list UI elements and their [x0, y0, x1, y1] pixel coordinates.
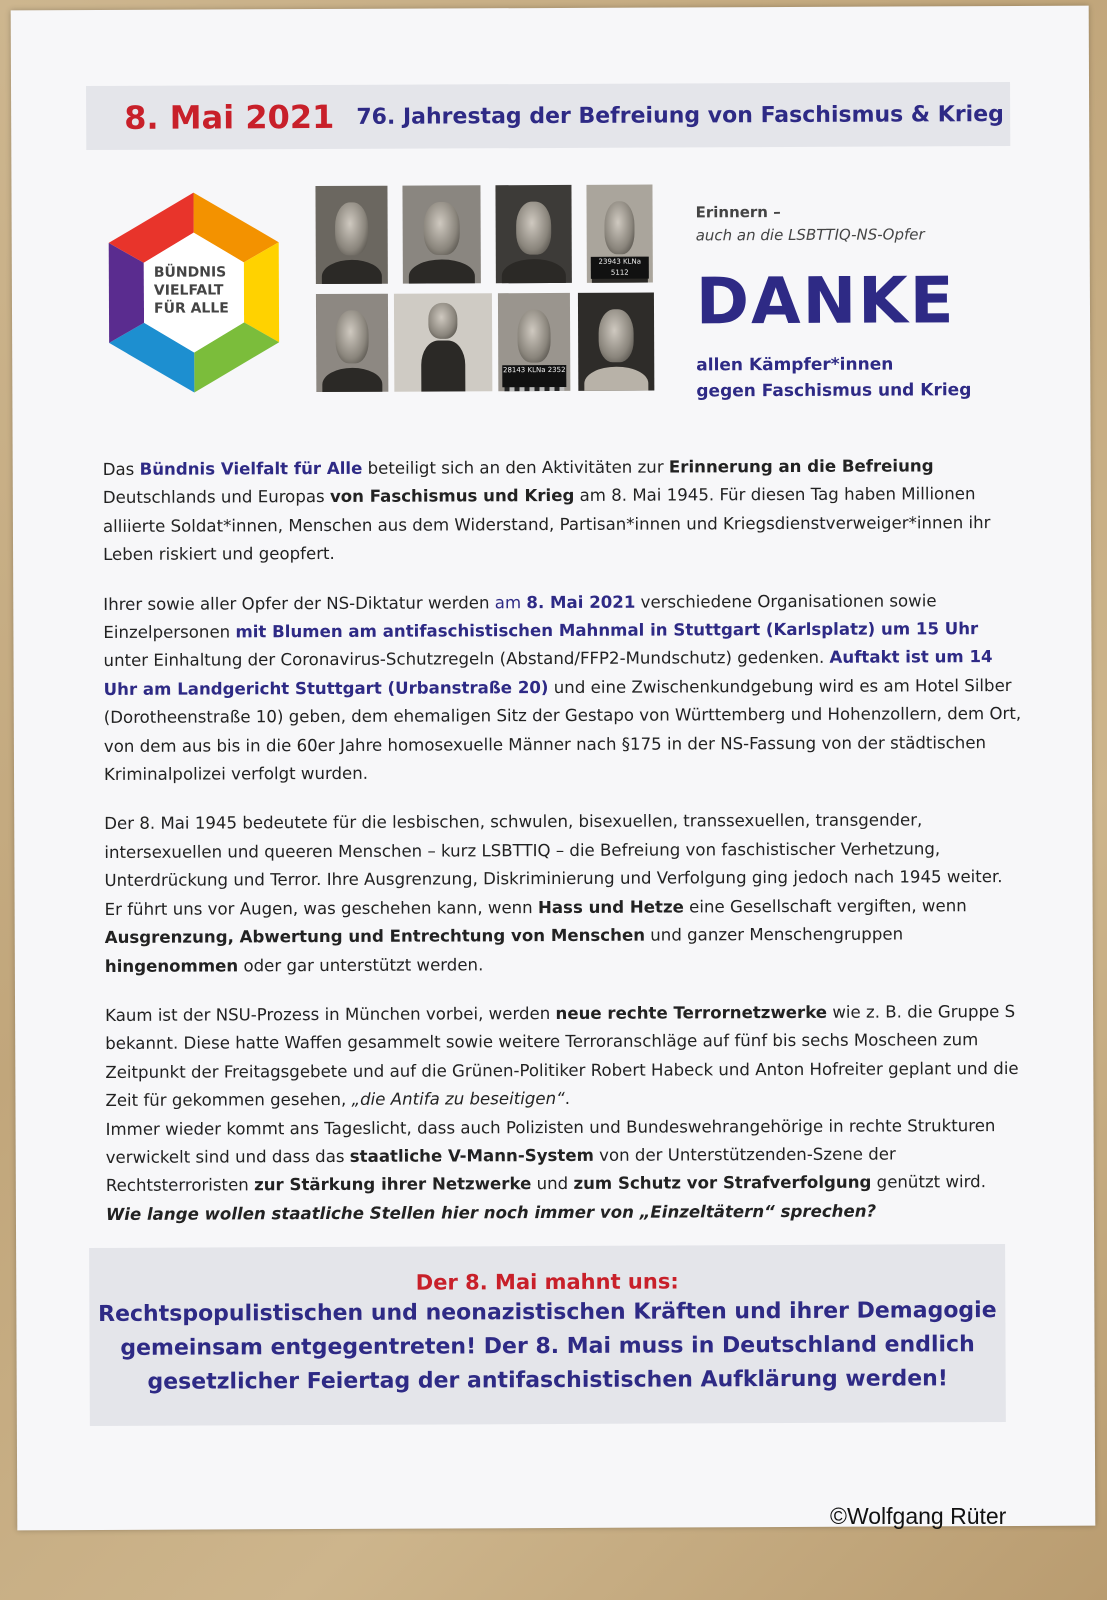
logo-text-line1: BÜNDNIS: [153, 264, 227, 281]
header-date: 8. Mai 2021: [124, 97, 335, 137]
paragraph-1: [103, 452, 1023, 570]
text-span: Deutschlands und Europas: [102, 487, 330, 508]
text-span: unter Einhaltung der Coronavirus-Schutzregeln (Abstand/FFP2-Mundschutz) gedenken.: [103, 648, 830, 671]
logo-text: [154, 263, 244, 317]
portrait-photo: [315, 186, 387, 284]
danke-subtitle-line2: gegen Faschismus und Krieg: [696, 380, 972, 402]
portrait-photo: [402, 185, 480, 283]
emphasis-span: hingenommen: [104, 955, 239, 976]
footer-text: [89, 1294, 1005, 1400]
text-span: genützt wird.: [871, 1172, 986, 1192]
text-span: eine Gesellschaft vergiften, wenn: [683, 895, 967, 917]
body-text: [103, 452, 1026, 1250]
text-span: am 8. Mai 1945. Für diesen Tag haben Millionen alliierte Soldat*innen, Menschen aus dem Widerstand, Partisan*innen und Kriegsdienstverweiger*innen ihr Leben riskiert und geopfert.: [102, 484, 991, 565]
photo-credit: ©Wolfgang Rüter: [830, 1503, 1007, 1529]
photo-caption: 28143 KLNa 2352: [502, 365, 566, 387]
portrait-photo: [316, 294, 388, 392]
text-span: und ganzer Menschengruppen: [644, 924, 904, 945]
danke-subtitle: [696, 351, 971, 404]
emphasis-span: von Faschismus und Krieg: [329, 486, 575, 507]
text-span: oder gar unterstützt werden.: [238, 954, 484, 975]
emphasis-span: Auftakt ist um 14 Uhr am Landgericht Stuttgart (Urbanstraße 20): [103, 647, 993, 699]
text-span: von der Unterstützenden-Szene der Rechtsterroristen: [105, 1144, 896, 1196]
footer-line1: Rechtspopulistischen und neonazistischen Kräften und ihrer Demagogie: [98, 1298, 997, 1327]
footer-title: Der 8. Mai mahnt uns:: [415, 1269, 679, 1295]
footer-line3: gesetzlicher Feiertag der antifaschistischen Aufklärung werden!: [147, 1366, 948, 1395]
logo-text-line2: VIELFALT: [153, 282, 224, 299]
portrait-photo: [586, 185, 652, 283]
emphasis-span: zum Schutz vor Strafverfolgung: [573, 1172, 872, 1194]
quote-span: „die Antifa zu beseitigen“: [351, 1089, 565, 1110]
emphasis-span: Ausgrenzung, Abwertung und Entrechtung von Menschen: [104, 925, 646, 948]
text-span: Der 8. Mai 1945 bedeutete für die lesbischen, schwulen, bisexuellen, transsexuellen, transgender, intersexuellen und queeren Menschen – kurz LSBTTIQ – die Befreiung von faschistischer Verhetzung, Unterdrückung und Terror. Ihre Ausgrenzung, Diskriminierung und Verfolgung ging jedoch nach 1945 weiter. Er führt uns vor Augen, was geschehen kann, wenn: [104, 810, 1003, 919]
emphasis-span: mit Blumen am antifaschistischen Mahnmal in Stuttgart (Karlsplatz) um 15 Uhr: [235, 619, 979, 642]
portrait-photo: [498, 293, 570, 391]
text-span: Ihrer sowie aller Opfer der NS-Diktatur werden: [103, 592, 495, 614]
text-span: Immer wieder kommt ans Tageslicht, dass auch Polizisten und Bundeswehrangehörige in rechte Strukturen verwickelt sind und dass das: [105, 1115, 996, 1167]
emphasis-span: Hass und Hetze: [537, 897, 684, 917]
text-span: verschiedene Organisationen sowie Einzelpersonen: [103, 590, 937, 642]
question-span: Wie lange wollen staatliche Stellen hier noch immer von „Einzeltätern“ sprechen?: [105, 1201, 877, 1224]
text-span: Kaum ist der NSU-Prozess in München vorbei, werden: [105, 1003, 556, 1025]
portrait-photo: [495, 185, 571, 283]
emphasis-span: Erinnerung an die Befreiung: [668, 456, 934, 477]
text-span: am: [494, 592, 527, 612]
paragraph-2: [103, 587, 1024, 790]
emphasis-span: staatliche V-Mann-System: [349, 1145, 594, 1166]
emphasis-span: neue rechte Terrornetzwerke: [555, 1002, 828, 1023]
emphasis-span: zur Stärkung ihrer Netzwerke: [254, 1174, 532, 1195]
footer-box: [89, 1244, 1006, 1426]
header-bar: [86, 82, 1010, 150]
danke-title: DANKE: [695, 264, 956, 340]
text-span: beteiligt sich an den Aktivitäten zur: [362, 457, 669, 478]
footer-line2: gemeinsam entgegentreten! Der 8. Mai muss in Deutschland endlich: [120, 1332, 975, 1361]
text-span: .: [564, 1089, 571, 1109]
remember-block: [696, 200, 925, 247]
danke-subtitle-line1: allen Kämpfer*innen: [696, 354, 894, 376]
text-span: und eine Zwischenkundgebung wird es am Hotel Silber (Dorotheenstraße 10) geben, dem ehemaligen Sitz der Gestapo von Württemberg und Hohenzollern, dem Ort, von dem aus bis in die 60er Jahre homosexuelle Männer nach §175 in der NS-Fassung von der städtischen Kriminalpolizei verfolgt wurden.: [103, 675, 1022, 785]
photo-caption: 23943 KLNa 5112: [591, 257, 649, 279]
portrait-photo: [394, 293, 492, 391]
text-span: Das: [102, 459, 140, 479]
remember-subline: auch an die LSBTTIQ-NS-Opfer: [695, 225, 925, 245]
text-span: wie z. B. die Gruppe S bekannt. Diese hatte Waffen gesammelt sowie weitere Terroranschläge auf fünf bis sechs Moscheen zum Zeitpunkt der Freitagsgebete und auf die Grünen-Politiker Robert Habeck und Anton Hofreiter geplant und die Zeit für gekommen gesehen,: [105, 1001, 1019, 1111]
emphasis-span: 8. Mai 2021: [526, 592, 636, 612]
portrait-photo: [578, 293, 654, 391]
paragraph-3: [104, 806, 1025, 980]
flyer-sheet: [11, 6, 1096, 1531]
paragraph-4: [105, 998, 1026, 1229]
text-span: und: [531, 1174, 574, 1194]
emphasis-span: Bündnis Vielfalt für Alle: [139, 458, 363, 479]
logo-text-line3: FÜR ALLE: [153, 300, 229, 317]
header-headline: 76. Jahrestag der Befreiung von Faschismus & Krieg: [356, 101, 1004, 130]
remember-heading: Erinnern –: [695, 203, 781, 222]
